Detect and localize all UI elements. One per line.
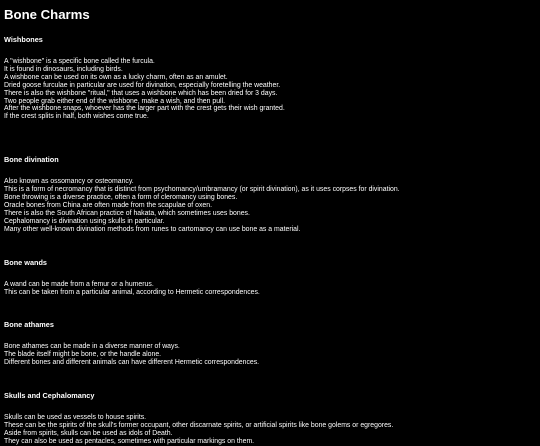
text-line: Two people grab either end of the wishbone, make a wish, and then pull. <box>4 97 226 105</box>
text-line: A "wishbone" is a specific bone called the furcula. <box>4 58 155 65</box>
text-line: After the wishbone snaps, whoever has the larger part with the crest gets their wish granted. <box>4 105 285 113</box>
text-line: Different bones and different animals can have different Hermetic correspondences. <box>4 359 260 367</box>
text-line: There is also the South African practice of hakata, which sometimes uses bones. <box>4 209 250 217</box>
text-line: Aside from spirits, skulls can be used as idols of Death. <box>4 429 173 437</box>
section-heading: Wishbones <box>4 35 43 44</box>
page-title: Bone Charms <box>4 7 90 22</box>
section-spacer <box>4 121 536 155</box>
text-line: This can be taken from a particular animal, according to Hermetic correspondences. <box>4 288 260 296</box>
text-line: The blade itself might be bone, or the handle alone. <box>4 351 162 359</box>
section-heading: Bone wands <box>4 257 47 267</box>
text-line: There is also the wishbone "ritual," that uses a wishbone which has been dried for 3 days. <box>4 89 278 97</box>
text-line: Also known as ossomancy or osteomancy. <box>4 178 134 186</box>
text-line: They can also be used as pentacles, sometimes with particular markings on them. <box>4 437 255 445</box>
section-spacer <box>4 296 536 320</box>
section-heading: Skulls and Cephalomancy <box>4 391 95 401</box>
text-line: It is found in dinosaurs, including birds. <box>4 65 123 73</box>
text-line: Cephalomancy is divination using skulls in particular. <box>4 217 165 225</box>
text-line: If the crest splits in half, both wishes come true. <box>4 113 149 121</box>
section-spacer <box>4 367 536 391</box>
text-line: Bone athames can be made in a diverse manner of ways. <box>4 343 180 351</box>
section-spacer <box>4 234 536 258</box>
text-line: Oracle bones from China are often made from the scapulae of oxen. <box>4 201 212 209</box>
section-skulls-cephalomancy <box>4 391 536 446</box>
section-bone-athames <box>4 320 536 391</box>
text-line: Dried goose furculae in particular are used for divination, especially foretelling the weather. <box>4 81 281 89</box>
text-line: These can be the spirits of the skull's former occupant, other discarnate spirits, or artificial spirits like bone golems or egregores. <box>4 422 394 430</box>
text-line: Many other well-known divination methods from runes to cartomancy can use bone as a material. <box>4 225 301 233</box>
section-heading: Bone divination <box>4 155 59 165</box>
section-wishbones <box>4 35 536 155</box>
section-heading: Bone athames <box>4 320 54 330</box>
text-line: Skulls can be used as vessels to house spirits. <box>4 414 147 422</box>
text-line: This is a form of necromancy that is distinct from psychomancy/umbramancy (or spirit divination), as it uses corpses for divination. <box>4 186 400 194</box>
text-line: A wishbone can be used on its own as a lucky charm, often as an amulet. <box>4 73 228 81</box>
text-line: A wand can be made from a femur or a humerus. <box>4 280 154 288</box>
section-bone-divination <box>4 155 536 257</box>
section-bone-wands <box>4 258 536 321</box>
text-line: Bone throwing is a diverse practice, often a form of cleromancy using bones. <box>4 194 238 202</box>
